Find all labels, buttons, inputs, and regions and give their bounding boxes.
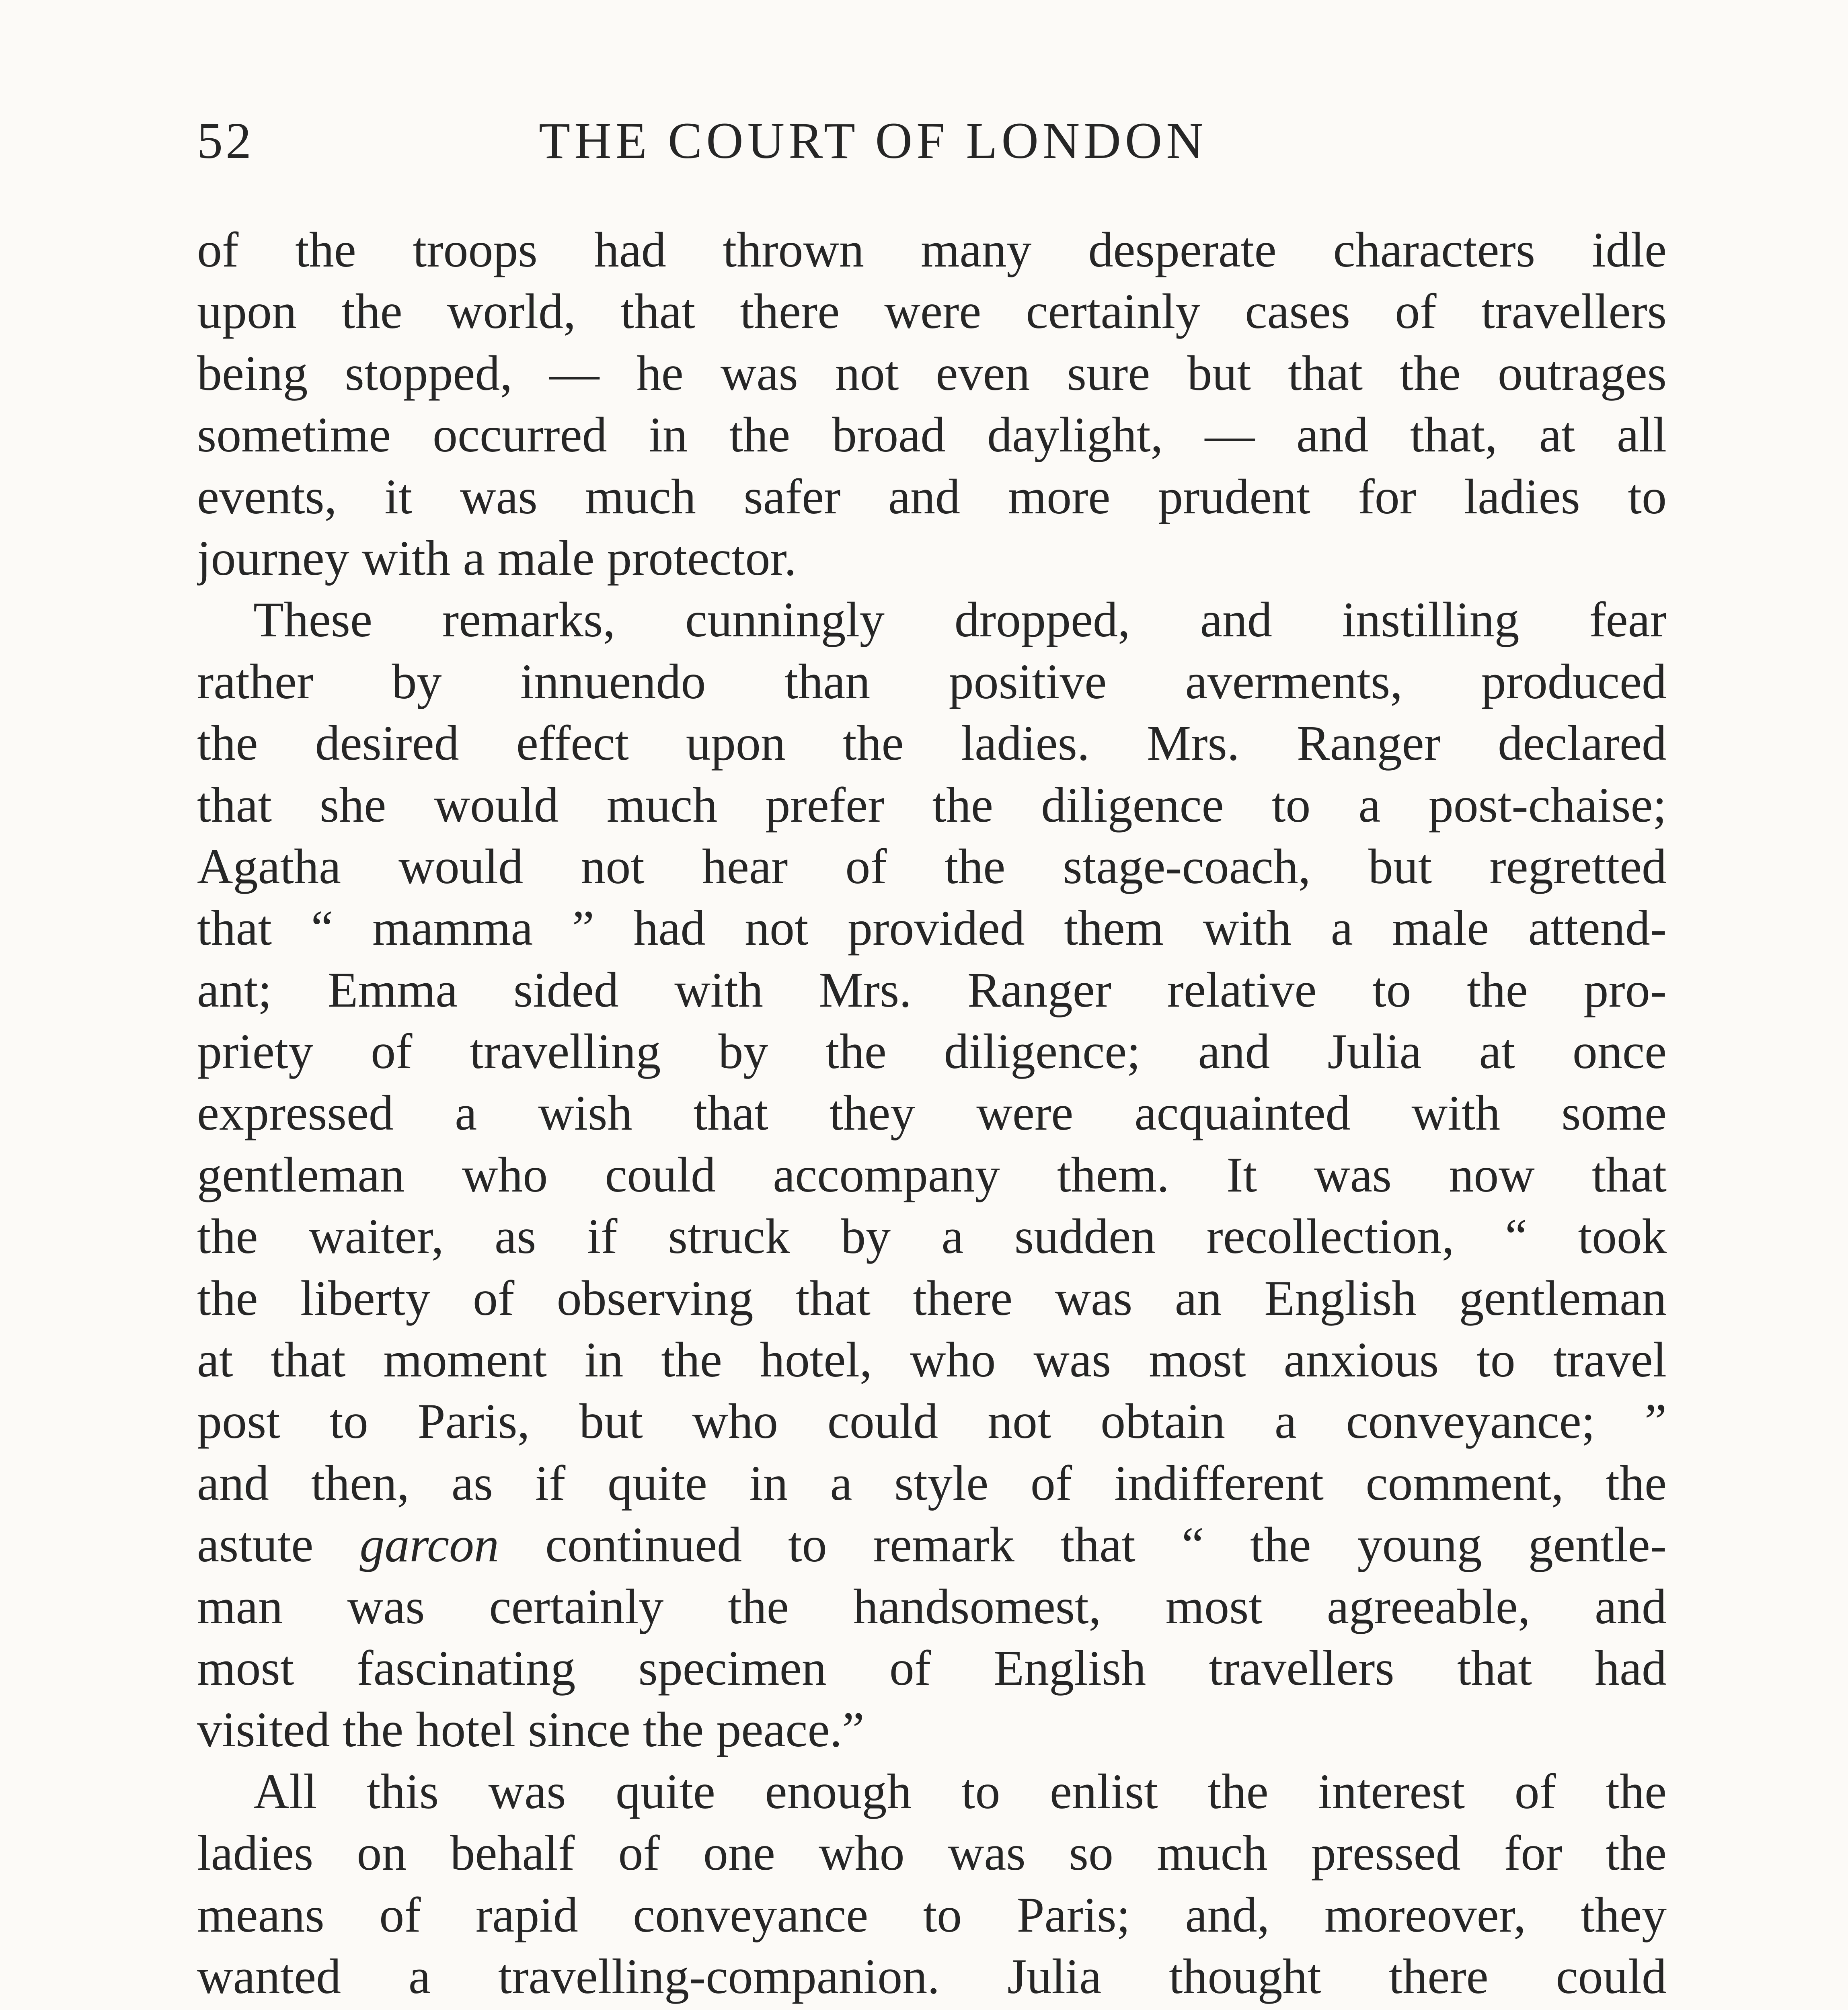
text-line: rather by innuendo than positive averments, produced	[197, 654, 1667, 709]
text-line: the desired effect upon the ladies. Mrs. Ranger declared	[197, 716, 1667, 771]
text-line: being stopped, — he was not even sure but that the outrages	[197, 345, 1667, 401]
text-line: most fascinating specimen of English travellers that had	[197, 1640, 1667, 1696]
text-line: wanted a travelling-companion. Julia thought there could	[197, 1948, 1667, 2004]
text-line: astute garcon continued to remark that “ the young gentle-	[197, 1517, 1667, 1573]
text-line: events, it was much safer and more prudent for ladies to	[197, 469, 1667, 524]
text-line: of the troops had thrown many desperate characters idle	[197, 222, 1667, 277]
running-title: THE COURT OF LONDON	[539, 112, 1207, 169]
text-line: and then, as if quite in a style of indifferent comment, the	[197, 1455, 1667, 1511]
text-line: post to Paris, but who could not obtain a conveyance; ”	[197, 1394, 1667, 1449]
page-number: 52	[197, 112, 254, 169]
text-line: that “ mamma ” had not provided them with a male attend-	[197, 900, 1667, 956]
text-line: priety of travelling by the diligence; and Julia at once	[197, 1024, 1667, 1079]
text-line: expressed a wish that they were acquainted with some	[197, 1085, 1667, 1141]
text-line: Agatha would not hear of the stage-coach, but regretted	[197, 839, 1667, 894]
text-line: that she would much prefer the diligence to a post-chaise;	[197, 777, 1667, 833]
running-head	[197, 100, 1665, 181]
text-line: at that moment in the hotel, who was most anxious to travel	[197, 1332, 1667, 1388]
body-text	[197, 219, 1667, 2010]
text-line: upon the world, that there were certainly cases of travellers	[197, 284, 1667, 339]
text-line	[197, 2007, 1667, 2010]
text-line: visited the hotel since the peace.”	[197, 1702, 864, 1758]
text-line: ant; Emma sided with Mrs. Ranger relative to the pro-	[197, 962, 1667, 1017]
text-line: ladies on behalf of one who was so much pressed for the	[197, 1825, 1667, 1881]
text-line: All this was quite enough to enlist the interest of the	[253, 1764, 1667, 1819]
text-line: gentleman who could accompany them. It was now that	[197, 1147, 1667, 1202]
text-line: the liberty of observing that there was an English gentleman	[197, 1270, 1667, 1326]
text-line: These remarks, cunningly dropped, and instilling fear	[253, 592, 1667, 648]
text-line: journey with a male protector.	[197, 530, 797, 586]
text-line: the waiter, as if struck by a sudden recollection, “ took	[197, 1209, 1667, 1264]
text-line: means of rapid conveyance to Paris; and, moreover, they	[197, 1887, 1667, 1942]
text-line: man was certainly the handsomest, most agreeable, and	[197, 1579, 1667, 1634]
text-line: sometime occurred in the broad daylight, — and that, at all	[197, 407, 1667, 463]
